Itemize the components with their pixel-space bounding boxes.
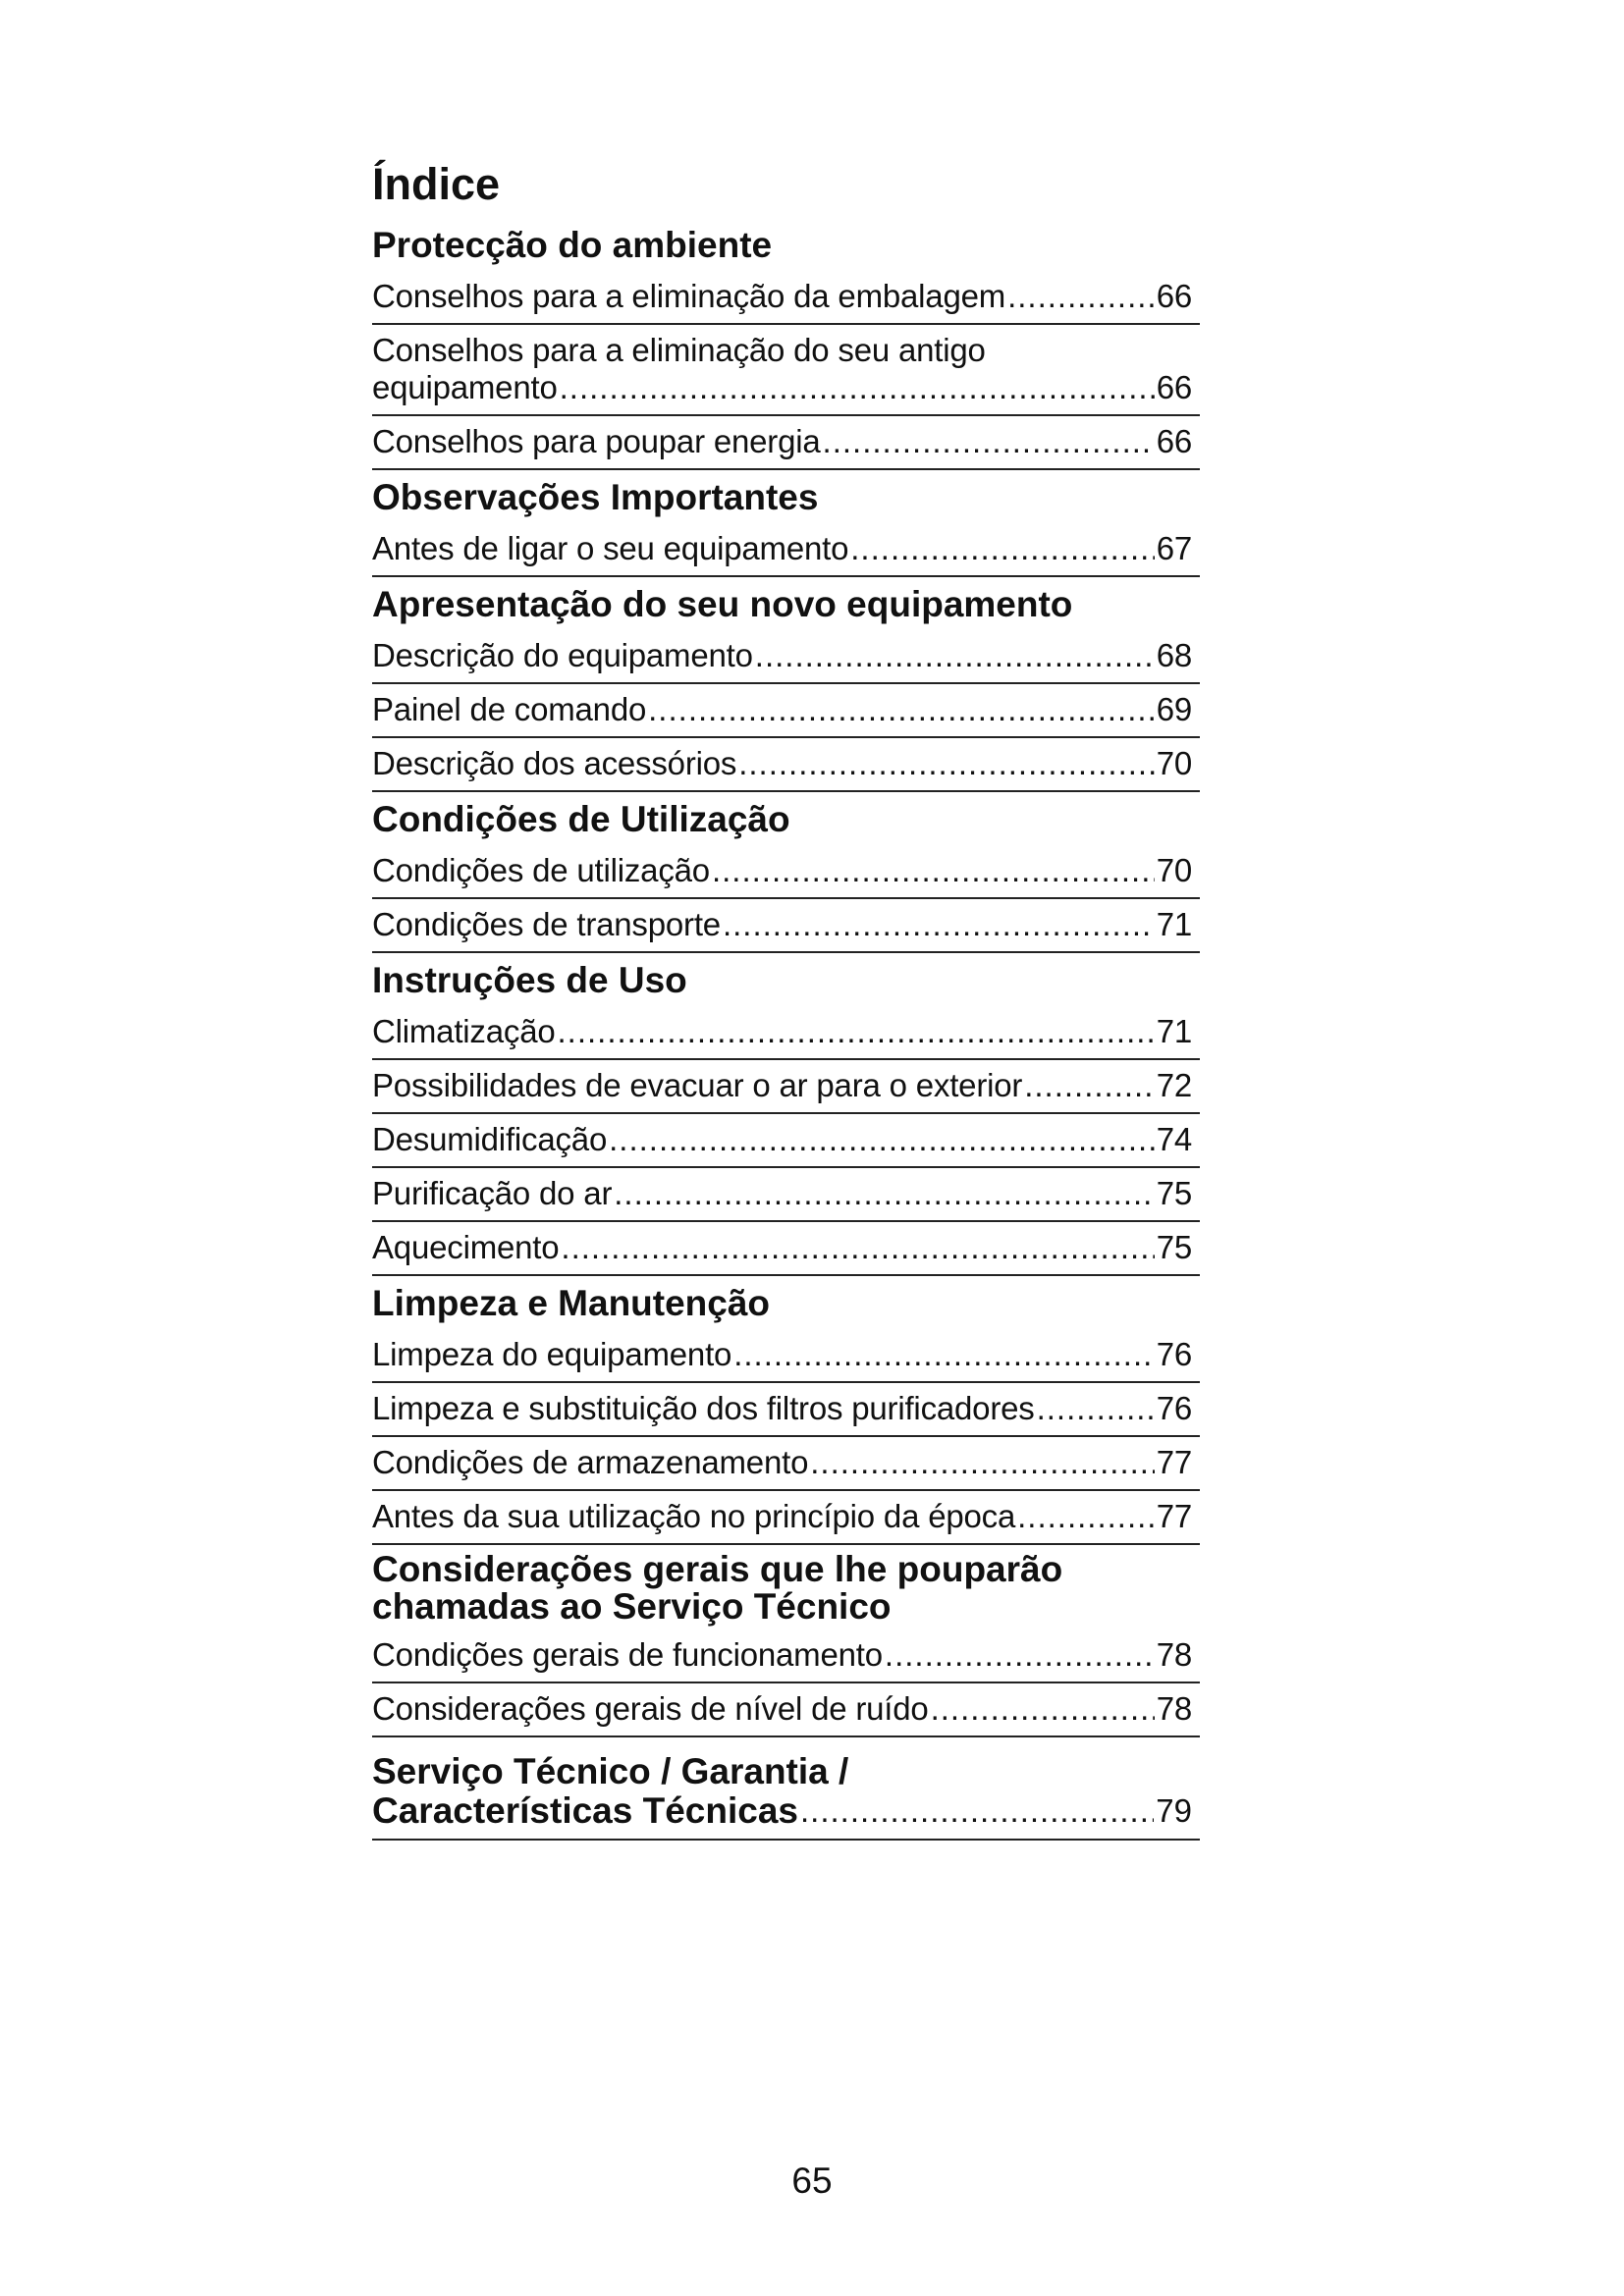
toc-section <box>372 953 1200 1276</box>
toc-section <box>372 470 1200 577</box>
toc-section <box>372 577 1200 792</box>
entry-label: Aquecimento <box>372 1229 560 1265</box>
dot-leader <box>614 1175 1154 1212</box>
dot-leader <box>560 369 1155 406</box>
entry-page: 75 <box>1156 1175 1192 1211</box>
dot-leader <box>561 1229 1154 1266</box>
dot-leader <box>1024 1067 1155 1104</box>
entry-page: 69 <box>1156 691 1192 727</box>
dot-leader <box>800 1791 1154 1831</box>
entry-label: Limpeza e substituição dos filtros purificadores <box>372 1390 1035 1426</box>
entry-page: 72 <box>1156 1067 1192 1103</box>
entry-label-line2: equipamento <box>372 369 558 405</box>
page-number: 65 <box>791 2161 833 2201</box>
toc-entry <box>372 684 1200 738</box>
toc-section <box>372 1276 1200 1545</box>
toc-entry <box>372 1683 1200 1737</box>
entry-label: Painel de comando <box>372 691 647 727</box>
entry-label: Possibilidades de evacuar o ar para o exterior <box>372 1067 1023 1103</box>
dot-leader <box>558 1013 1155 1050</box>
entry-label-line1: Conselhos para a eliminação do seu antigo <box>372 332 986 368</box>
dot-leader <box>1007 278 1155 315</box>
section-heading: Observações Importantes <box>372 477 819 517</box>
entry-label: Limpeza do equipamento <box>372 1336 732 1372</box>
entry-page: 78 <box>1156 1690 1192 1727</box>
table-of-contents <box>372 157 1200 1841</box>
dot-leader <box>850 530 1154 567</box>
toc-entry <box>372 1329 1200 1383</box>
toc-entry <box>372 1060 1200 1114</box>
toc-section <box>372 218 1200 470</box>
entry-label: Condições de armazenamento <box>372 1444 809 1480</box>
toc-entry <box>372 1491 1200 1545</box>
toc-entry <box>372 523 1200 577</box>
entry-label: Conselhos para poupar energia <box>372 423 821 459</box>
section-heading: Protecção do ambiente <box>372 225 773 265</box>
dot-leader <box>823 423 1155 460</box>
entry-label: Purificação do ar <box>372 1175 613 1211</box>
entry-page: 71 <box>1156 1013 1192 1049</box>
dot-leader <box>885 1636 1155 1674</box>
toc-entry <box>372 416 1200 470</box>
entry-label: Climatização <box>372 1013 556 1049</box>
toc-entry <box>372 630 1200 684</box>
entry-page: 78 <box>1156 1636 1192 1673</box>
entry-label: Desumidificação <box>372 1121 608 1157</box>
entry-page: 76 <box>1156 1336 1192 1372</box>
entry-page: 67 <box>1156 530 1192 566</box>
entry-page: 70 <box>1156 852 1192 888</box>
dot-leader <box>733 1336 1154 1373</box>
dot-leader <box>1017 1498 1155 1535</box>
entry-label: Descrição do equipamento <box>372 637 753 673</box>
section-heading: Instruções de Uso <box>372 960 687 1000</box>
toc-entry <box>372 1222 1200 1276</box>
toc-entry <box>372 271 1200 325</box>
toc-entry <box>372 1168 1200 1222</box>
dot-leader <box>755 637 1155 674</box>
entry-page: 74 <box>1156 1121 1192 1157</box>
dot-leader <box>810 1444 1154 1481</box>
toc-entry <box>372 1629 1200 1683</box>
section-heading: Limpeza e Manutenção <box>372 1283 771 1323</box>
entry-page: 76 <box>1156 1390 1192 1426</box>
dot-leader <box>712 852 1155 889</box>
entry-page: 66 <box>1156 423 1192 459</box>
dot-leader <box>1037 1390 1155 1427</box>
toc-section <box>372 792 1200 953</box>
entry-page: 79 <box>1156 1792 1192 1829</box>
section-heading: Apresentação do seu novo equipamento <box>372 584 1073 624</box>
toc-final-entry <box>372 1745 1200 1841</box>
entry-label: Considerações gerais de nível de ruído <box>372 1690 929 1727</box>
final-entry-line1: Serviço Técnico / Garantia / <box>372 1751 849 1791</box>
toc-entry <box>372 1006 1200 1060</box>
page-title: Índice <box>372 159 501 209</box>
entry-page: 77 <box>1156 1498 1192 1534</box>
entry-page: 75 <box>1156 1229 1192 1265</box>
dot-leader <box>931 1690 1155 1728</box>
toc-section <box>372 1545 1200 1737</box>
toc-entry <box>372 738 1200 792</box>
entry-page: 66 <box>1156 278 1192 314</box>
entry-label: Conselhos para a eliminação da embalagem <box>372 278 1006 314</box>
toc-entry <box>372 845 1200 899</box>
section-heading: Condições de Utilização <box>372 799 790 839</box>
toc-entry <box>372 1383 1200 1437</box>
toc-entry <box>372 1114 1200 1168</box>
entry-label: Condições de utilização <box>372 852 710 888</box>
entry-page: 66 <box>1156 369 1192 405</box>
entry-label: Descrição dos acessórios <box>372 745 737 781</box>
section-heading: Considerações gerais que lhe pouparão chamadas ao Serviço Técnico <box>372 1549 1063 1627</box>
entry-page: 68 <box>1156 637 1192 673</box>
toc-entry <box>372 1437 1200 1491</box>
entry-page: 71 <box>1156 906 1192 942</box>
entry-label: Condições de transporte <box>372 906 721 942</box>
toc-entry <box>372 899 1200 953</box>
final-entry-line2: Características Técnicas <box>372 1790 798 1831</box>
dot-leader <box>738 745 1155 782</box>
entry-page: 70 <box>1156 745 1192 781</box>
dot-leader <box>648 691 1155 728</box>
entry-label: Antes da sua utilização no princípio da época <box>372 1498 1016 1534</box>
entry-label: Antes de ligar o seu equipamento <box>372 530 849 566</box>
entry-label: Condições gerais de funcionamento <box>372 1636 883 1673</box>
dot-leader <box>609 1121 1155 1158</box>
toc-entry <box>372 325 1200 416</box>
dot-leader <box>723 906 1155 943</box>
entry-page: 77 <box>1156 1444 1192 1480</box>
